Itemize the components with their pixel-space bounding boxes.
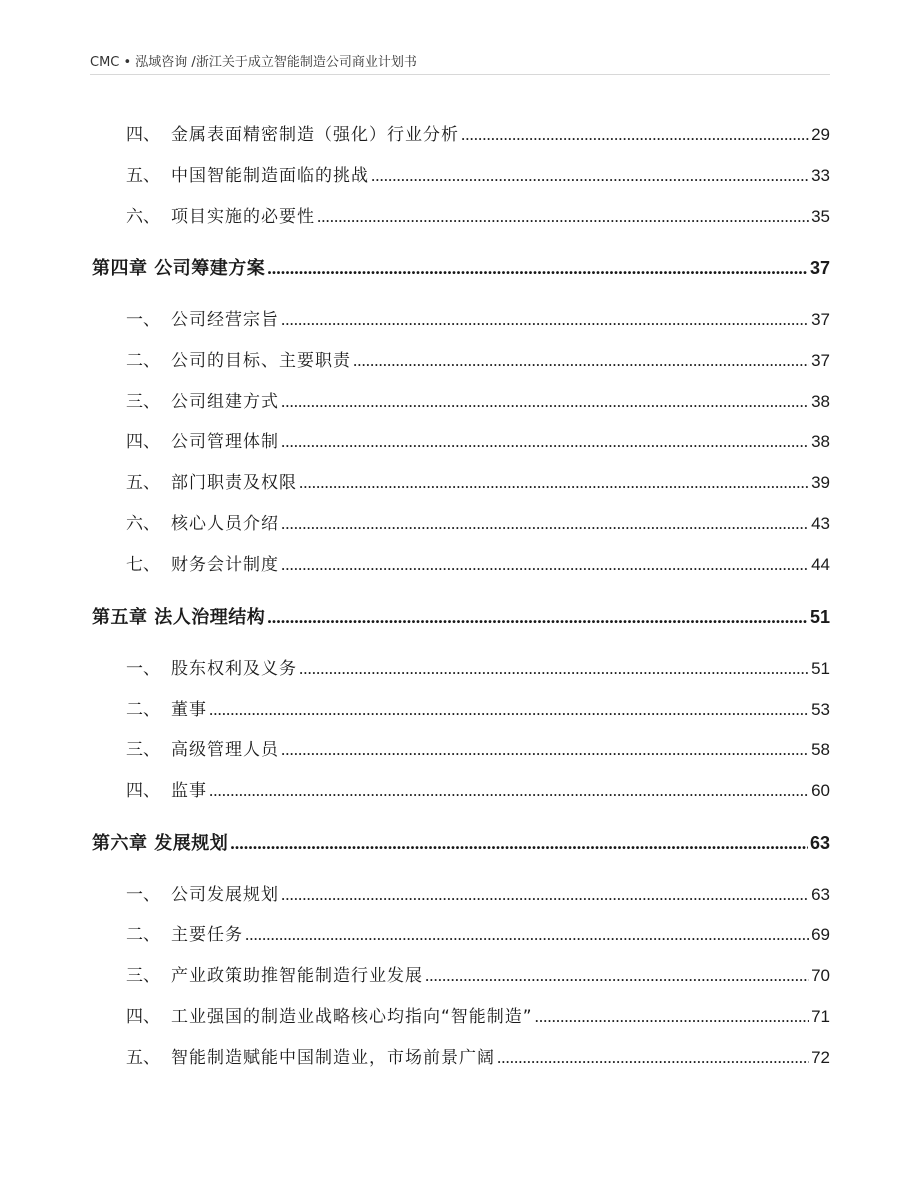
toc-section-entry[interactable]: [92, 389, 830, 415]
toc-section-entry[interactable]: [92, 552, 830, 578]
toc-entry-title: 公司发展规划: [171, 885, 279, 905]
header-text: CMC • 泓域咨询 /浙江关于成立智能制造公司商业计划书: [90, 55, 417, 70]
toc-page-number: 63: [809, 833, 830, 853]
toc-section-entry[interactable]: [92, 511, 830, 537]
toc-page-number: 38: [811, 392, 830, 411]
toc-page-number: 38: [811, 432, 830, 451]
toc-page-number: 37: [811, 310, 830, 329]
toc-section-entry[interactable]: [92, 429, 830, 455]
toc-dot-leader: [353, 348, 809, 374]
toc-dot-leader: [281, 737, 809, 763]
toc-dot-leader: [281, 882, 809, 908]
toc-section-entry[interactable]: [92, 922, 830, 948]
toc-section-entry[interactable]: [92, 1004, 830, 1030]
toc-entry-title: 公司组建方式: [171, 392, 279, 412]
toc-page-number: 29: [811, 125, 830, 144]
toc-entry-number: 三、: [126, 966, 160, 986]
toc-entry-title: 监事: [171, 781, 207, 801]
toc-entry-number: 五、: [126, 166, 160, 186]
toc-section-entry[interactable]: [92, 882, 830, 908]
toc-page-number: 69: [811, 925, 830, 944]
toc-entry-title: 金属表面精密制造（强化）行业分析: [171, 125, 459, 145]
toc-section-entry[interactable]: [92, 697, 830, 723]
toc-entry-title: 财务会计制度: [171, 555, 279, 575]
toc-dot-leader: [425, 963, 809, 989]
toc-dot-leader: [281, 307, 809, 333]
toc-dot-leader: [267, 254, 808, 282]
toc-section-entry[interactable]: [92, 348, 830, 374]
toc-entry-title: 第四章 公司筹建方案: [92, 258, 266, 279]
toc-page-number: 37: [809, 258, 830, 278]
toc-page-number: 35: [811, 207, 830, 226]
toc-dot-leader: [267, 603, 808, 631]
toc-section-entry[interactable]: [92, 307, 830, 333]
toc-page-number: 70: [811, 966, 830, 985]
toc-page-number: 60: [811, 781, 830, 800]
toc-entry-title: 部门职责及权限: [171, 473, 297, 493]
toc-page-number: 53: [811, 700, 830, 719]
toc-entry-title: 第六章 发展规划: [92, 833, 229, 854]
toc-entry-title: 公司管理体制: [171, 432, 279, 452]
toc-entry-number: 四、: [126, 1007, 160, 1027]
toc-page-number: 43: [811, 514, 830, 533]
toc-chapter-entry[interactable]: [92, 829, 830, 857]
toc-dot-leader: [497, 1045, 809, 1071]
toc-page-number: 44: [811, 555, 830, 574]
toc-section-entry[interactable]: [92, 963, 830, 989]
toc-entry-title: 股东权利及义务: [171, 659, 297, 679]
toc-dot-leader: [299, 470, 809, 496]
toc-dot-leader: [281, 389, 809, 415]
toc-entry-number: 五、: [126, 1048, 160, 1068]
toc-entry-number: 二、: [126, 925, 160, 945]
toc-dot-leader: [281, 511, 809, 537]
toc-page-number: 63: [811, 885, 830, 904]
toc-entry-title: 公司的目标、主要职责: [171, 351, 351, 371]
toc-dot-leader: [299, 656, 809, 682]
toc-section-entry[interactable]: [92, 470, 830, 496]
toc-dot-leader: [317, 204, 809, 230]
toc-dot-leader: [461, 122, 809, 148]
toc-entry-number: 五、: [126, 473, 160, 493]
toc-dot-leader: [209, 697, 809, 723]
toc-entry-number: 三、: [126, 740, 160, 760]
page-header: [90, 52, 830, 75]
toc-page-number: 39: [811, 473, 830, 492]
toc-chapter-entry[interactable]: [92, 254, 830, 282]
toc-entry-title: 项目实施的必要性: [171, 207, 315, 227]
toc-entry-number: 三、: [126, 392, 160, 412]
toc-entry-number: 一、: [126, 659, 160, 679]
toc-section-entry[interactable]: [92, 737, 830, 763]
toc-section-entry[interactable]: [92, 656, 830, 682]
toc-dot-leader: [535, 1004, 809, 1030]
toc-entry-title: 工业强国的制造业战略核心均指向“智能制造”: [171, 1007, 533, 1027]
toc-entry-number: 一、: [126, 885, 160, 905]
toc-entry-number: 四、: [126, 125, 160, 145]
toc-entry-title: 高级管理人员: [171, 740, 279, 760]
toc-page-number: 71: [811, 1007, 830, 1026]
toc-entry-title: 核心人员介绍: [171, 514, 279, 534]
toc-entry-number: 四、: [126, 781, 160, 801]
toc-chapter-entry[interactable]: [92, 603, 830, 631]
toc-page-number: 37: [811, 351, 830, 370]
toc-entry-title: 董事: [171, 700, 207, 720]
toc-section-entry[interactable]: [92, 1045, 830, 1071]
toc-entry-number: 四、: [126, 432, 160, 452]
toc-section-entry[interactable]: [92, 778, 830, 804]
toc-dot-leader: [281, 429, 809, 455]
toc-entry-title: 公司经营宗旨: [171, 310, 279, 330]
toc-page-number: 33: [811, 166, 830, 185]
toc-page-number: 72: [811, 1048, 830, 1067]
toc-dot-leader: [371, 163, 809, 189]
toc-section-entry[interactable]: [92, 122, 830, 148]
toc-entry-title: 产业政策助推智能制造行业发展: [171, 966, 423, 986]
toc-page-number: 58: [811, 740, 830, 759]
toc-dot-leader: [281, 552, 809, 578]
toc-dot-leader: [230, 829, 808, 857]
toc-entry-number: 六、: [126, 514, 160, 534]
toc-entry-title: 主要任务: [171, 925, 243, 945]
toc-page-number: 51: [811, 659, 830, 678]
toc-section-entry[interactable]: [92, 204, 830, 230]
toc-entry-number: 一、: [126, 310, 160, 330]
toc-dot-leader: [245, 922, 809, 948]
toc-entry-title: 第五章 法人治理结构: [92, 607, 266, 628]
toc-dot-leader: [209, 778, 809, 804]
toc-entry-number: 二、: [126, 351, 160, 371]
toc-entry-title: 智能制造赋能中国制造业，市场前景广阔: [171, 1048, 495, 1068]
toc-entry-number: 六、: [126, 207, 160, 227]
toc-section-entry[interactable]: [92, 163, 830, 189]
toc-page-number: 51: [809, 607, 830, 627]
toc-entry-title: 中国智能制造面临的挑战: [171, 166, 369, 186]
toc-entry-number: 二、: [126, 700, 160, 720]
toc-entry-number: 七、: [126, 555, 160, 575]
